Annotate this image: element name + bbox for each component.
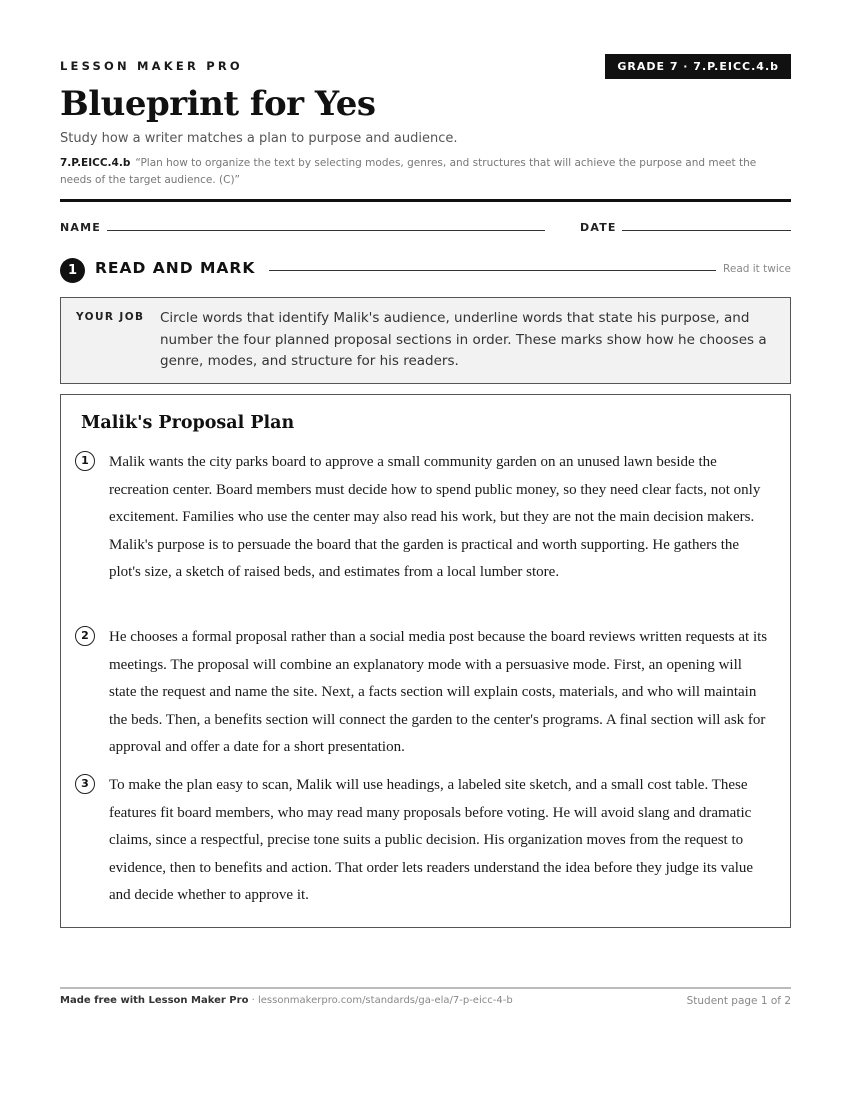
- section-number-badge: 1: [60, 258, 85, 283]
- standard-description: [60, 155, 791, 189]
- footer-made-with: Made free with Lesson Maker Pro: [60, 995, 249, 1006]
- date-label: DATE: [580, 221, 617, 234]
- footer-credit: [60, 995, 513, 1006]
- standard-text: “Plan how to organize the text by selecting modes, genres, and structures that will achieve the purpose and meet the needs of the target audience. (C)”: [60, 157, 757, 186]
- name-label: NAME: [60, 221, 101, 234]
- instructions-text: Circle words that identify Malik's audience, underline words that state his purpose, and number the four planned proposal sections in order. These marks show how he chooses a genre, modes, and structure for his readers.: [160, 310, 767, 369]
- name-field[interactable]: [107, 230, 545, 231]
- passage-box: [60, 394, 791, 928]
- page-subtitle: Study how a writer matches a plan to purpose and audience.: [60, 131, 458, 146]
- footer-divider: [60, 987, 791, 989]
- paragraph-text: To make the plan easy to scan, Malik will use headings, a labeled site sketch, and a small cost table. These features fit board members, who may read many proposals before voting. He will avoid slang and dramatic claims, since a respectful, precise tone suits a public decision. His organization moves from the request to evidence, then to benefits and action. That order lets readers understand the idea before they judge its value and decide whether to approve it.: [109, 777, 754, 904]
- footer-page-number: Student page 1 of 2: [686, 995, 791, 1007]
- worksheet-page: [60, 0, 791, 1100]
- section-title: READ AND MARK: [95, 259, 256, 277]
- passage-title: Malik's Proposal Plan: [81, 413, 295, 433]
- paragraph-text: Malik wants the city parks board to approve a small community garden on an unused lawn beside the recreation center. Board members must decide how to spend public money, so they need clear facts, not only excitement. Families who use the center may also read his work, but they are not the main decision makers. Malik's purpose is to persuade the board that the garden is practical and worth supporting. He gathers the plot's size, a sketch of raised beds, and estimates from a local lumber store.: [109, 454, 761, 581]
- standard-code: 7.P.EICC.4.b: [60, 157, 131, 169]
- section-divider: [269, 270, 716, 271]
- paragraph-text: He chooses a formal proposal rather than a social media post because the board reviews written requests at its meetings. The proposal will combine an explanatory mode with a persuasive mode. First, an opening will state the request and name the site. Next, a facts section will explain costs, materials, and who will maintain the beds. Then, a benefits section will connect the garden to the center's programs. A final section will ask for approval and offer a date for a short presentation.: [109, 629, 768, 756]
- instructions-label: YOUR JOB: [76, 311, 145, 323]
- header-divider: [60, 199, 791, 202]
- paragraph-number-badge: 2: [75, 626, 95, 646]
- grade-badge: GRADE 7 · 7.P.EICC.4.b: [605, 54, 791, 79]
- instructions-box: [60, 297, 791, 384]
- brand-name: LESSON MAKER PRO: [60, 59, 243, 73]
- date-field[interactable]: [622, 230, 791, 231]
- paragraph-number-badge: 3: [75, 774, 95, 794]
- section-note: Read it twice: [723, 263, 791, 275]
- footer-url[interactable]: · lessonmakerpro.com/standards/ga-ela/7-p-eicc-4-b: [248, 995, 513, 1006]
- paragraph-number-badge: 1: [75, 451, 95, 471]
- page-title: Blueprint for Yes: [60, 84, 376, 124]
